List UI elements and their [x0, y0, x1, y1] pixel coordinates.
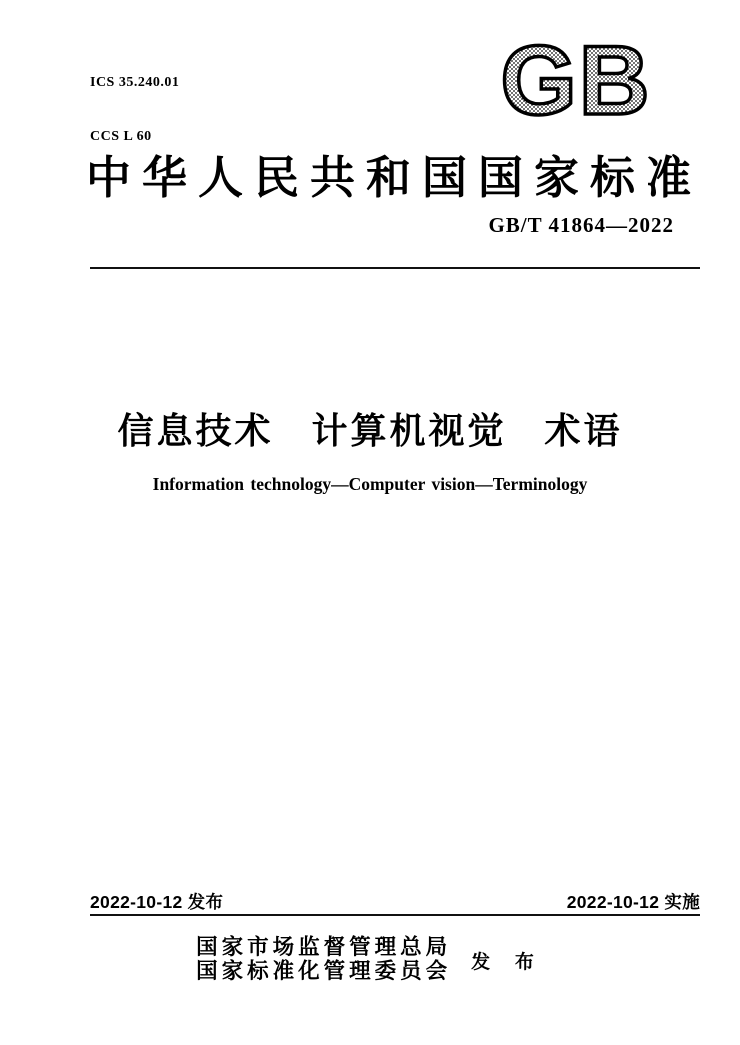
issuer-2: 国家标准化管理委员会 [196, 958, 452, 983]
title-part-3: 术语 [544, 410, 623, 451]
ics-code: ICS 35.240.01 [90, 74, 180, 90]
gb-logo-icon [495, 32, 657, 128]
publisher-block [0, 936, 740, 983]
implementation-date: 2022-10-12 实施 [566, 892, 700, 912]
national-standard-title: 中华人民共和国国家标准 [86, 153, 703, 203]
title-part-1: 信息技术 [117, 410, 274, 451]
document-title-en: Information technology—Computer vision—Terminology [152, 474, 588, 494]
standard-number: GB/T 41864—2022 [488, 213, 674, 237]
issuer-1: 国家市场监督管理总局 [196, 935, 452, 959]
publish-label: 发 布 [471, 952, 544, 974]
issue-date: 2022-10-12 发布 [90, 892, 224, 912]
gb-logo-text: GB [500, 32, 652, 128]
date-row [90, 889, 700, 914]
header-rule [90, 267, 700, 269]
document-title-zh [0, 403, 740, 454]
ccs-code: CCS L 60 [90, 128, 152, 144]
footer-rule [90, 914, 700, 916]
title-part-2: 计算机视觉 [311, 410, 507, 451]
issuing-bodies [196, 936, 451, 983]
